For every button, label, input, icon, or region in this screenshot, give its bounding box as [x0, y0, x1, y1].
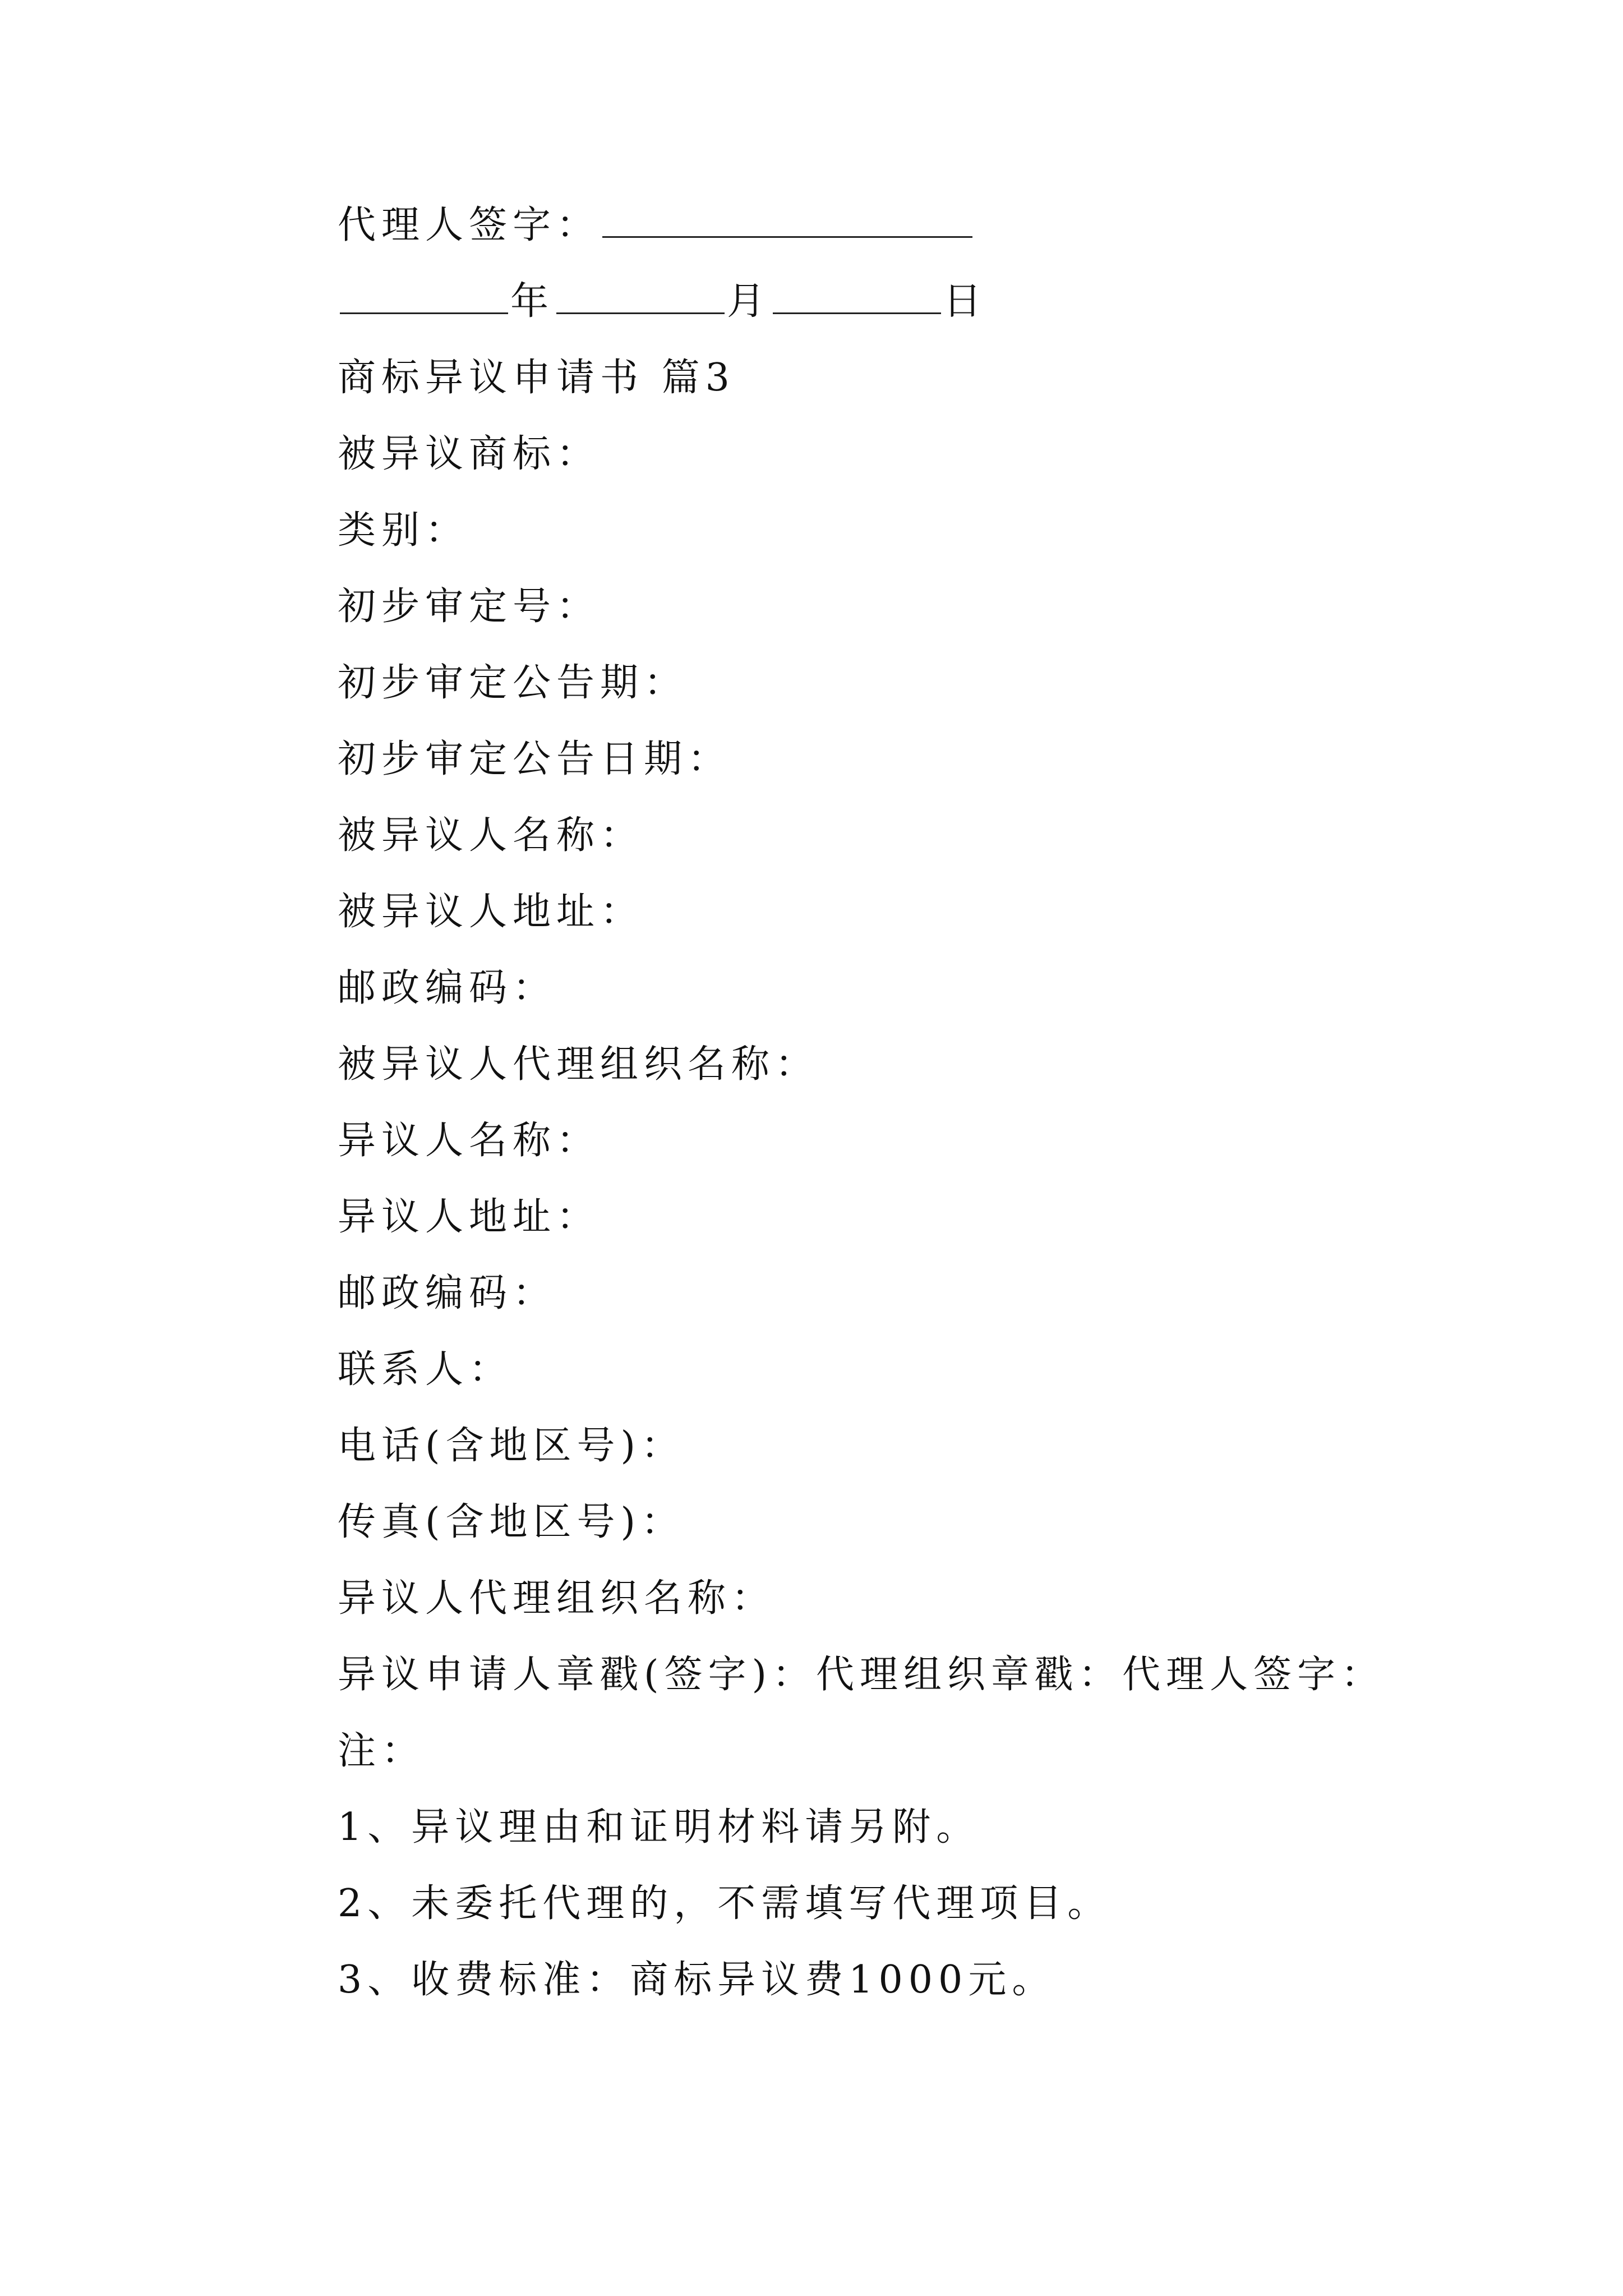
field-announcement-issue: 初步审定公告期： [338, 661, 688, 705]
field-opponent-address: 异议人地址： [338, 1195, 601, 1239]
day-blank[interactable] [773, 309, 941, 314]
note-item-3: 3、收费标准：商标异议费1000元。 [338, 1958, 1056, 2002]
note-item-1: 1、异议理由和证明材料请另附。 [338, 1805, 980, 1849]
agent-signature-label: 代理人签字： [338, 203, 601, 247]
agent-signature-blank[interactable] [602, 233, 972, 238]
field-opposed-trademark: 被异议商标： [338, 432, 601, 476]
note-item-2: 2、未委托代理的，不需填写代理项目。 [338, 1881, 1112, 1926]
month-label: 月 [727, 279, 771, 324]
year-blank[interactable] [340, 309, 508, 314]
agent-signature-line [338, 203, 975, 247]
date-line [338, 279, 988, 324]
month-blank[interactable] [556, 309, 725, 314]
field-contact-person: 联系人： [338, 1347, 513, 1392]
field-opponent-name: 异议人名称： [338, 1119, 601, 1163]
field-opposed-party-agency: 被异议人代理组织名称： [338, 1042, 819, 1087]
field-opposed-party-address: 被异议人地址： [338, 890, 644, 934]
notes-label: 注： [338, 1729, 426, 1773]
field-postal-code-2: 邮政编码： [338, 1271, 557, 1315]
field-fax: 传真(含地区号)： [338, 1500, 685, 1544]
field-stamps-signatures: 异议申请人章戳(签字)：代理组织章戳：代理人签字： [338, 1653, 1385, 1697]
day-label: 日 [943, 279, 988, 324]
field-preliminary-approval-number: 初步审定号： [338, 585, 601, 629]
field-opponent-agency: 异议人代理组织名称： [338, 1576, 776, 1621]
field-class: 类别： [338, 508, 469, 553]
field-opposed-party-name: 被异议人名称： [338, 813, 644, 858]
field-postal-code-1: 邮政编码： [338, 966, 557, 1010]
section-title: 商标异议申请书 篇3 [338, 356, 735, 400]
field-phone: 电话(含地区号)： [338, 1424, 685, 1468]
field-announcement-date: 初步审定公告日期： [338, 737, 732, 781]
year-label: 年 [510, 279, 555, 324]
